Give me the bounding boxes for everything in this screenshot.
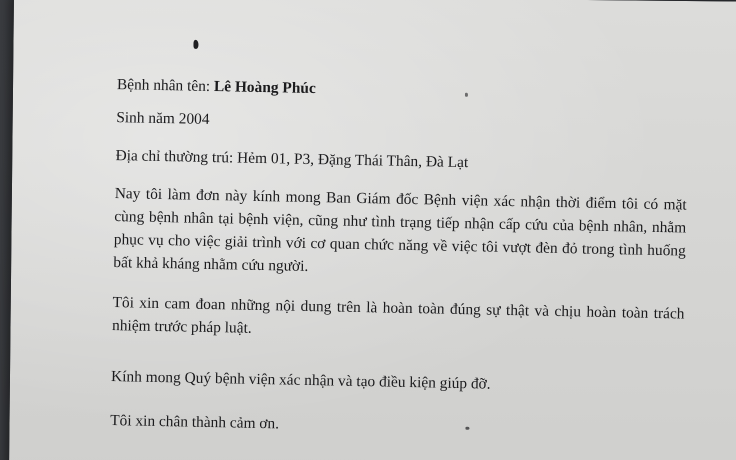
ink-speck bbox=[193, 40, 198, 49]
thanks-line: Tôi xin chân thành cảm ơn. bbox=[110, 412, 280, 433]
pledge-paragraph: Tôi xin cam đoan những nội dung trên là hoàn toàn đúng sự thật và chịu hoàn toàn trách nhiệm trước pháp luật. bbox=[111, 294, 685, 337]
closing-request: Kính mong Quý bệnh viện xác nhận và tạo điều kiện giúp đỡ. bbox=[110, 368, 491, 393]
request-paragraph: Nay tôi làm đơn này kính mong Ban Giám đốc Bệnh viện xác nhận thời điểm tôi có mặt cùng bệnh nhân tại bệnh viện, cũng như tình trạng tiếp nhận cấp cứu của bệnh nhân, nhằm phục vụ cho việc giải trình với cơ quan chức năng về việc tôi vượt đèn đỏ trong tình huống bất khả kháng nhằm cứu người. bbox=[113, 185, 687, 275]
birth-year: Sinh năm 2004 bbox=[116, 109, 210, 128]
ink-speck bbox=[465, 93, 468, 97]
ink-speck bbox=[465, 427, 469, 430]
patient-line bbox=[117, 75, 316, 99]
paper-sheet bbox=[9, 0, 736, 460]
letter-body bbox=[110, 75, 717, 433]
address: Địa chỉ thường trú: Hẻm 01, P3, Đặng Thái Thân, Đà Lạt bbox=[115, 147, 469, 172]
patient-label: Bệnh nhân tên: bbox=[116, 76, 211, 95]
patient-name: Lê Hoàng Phúc bbox=[213, 78, 316, 98]
